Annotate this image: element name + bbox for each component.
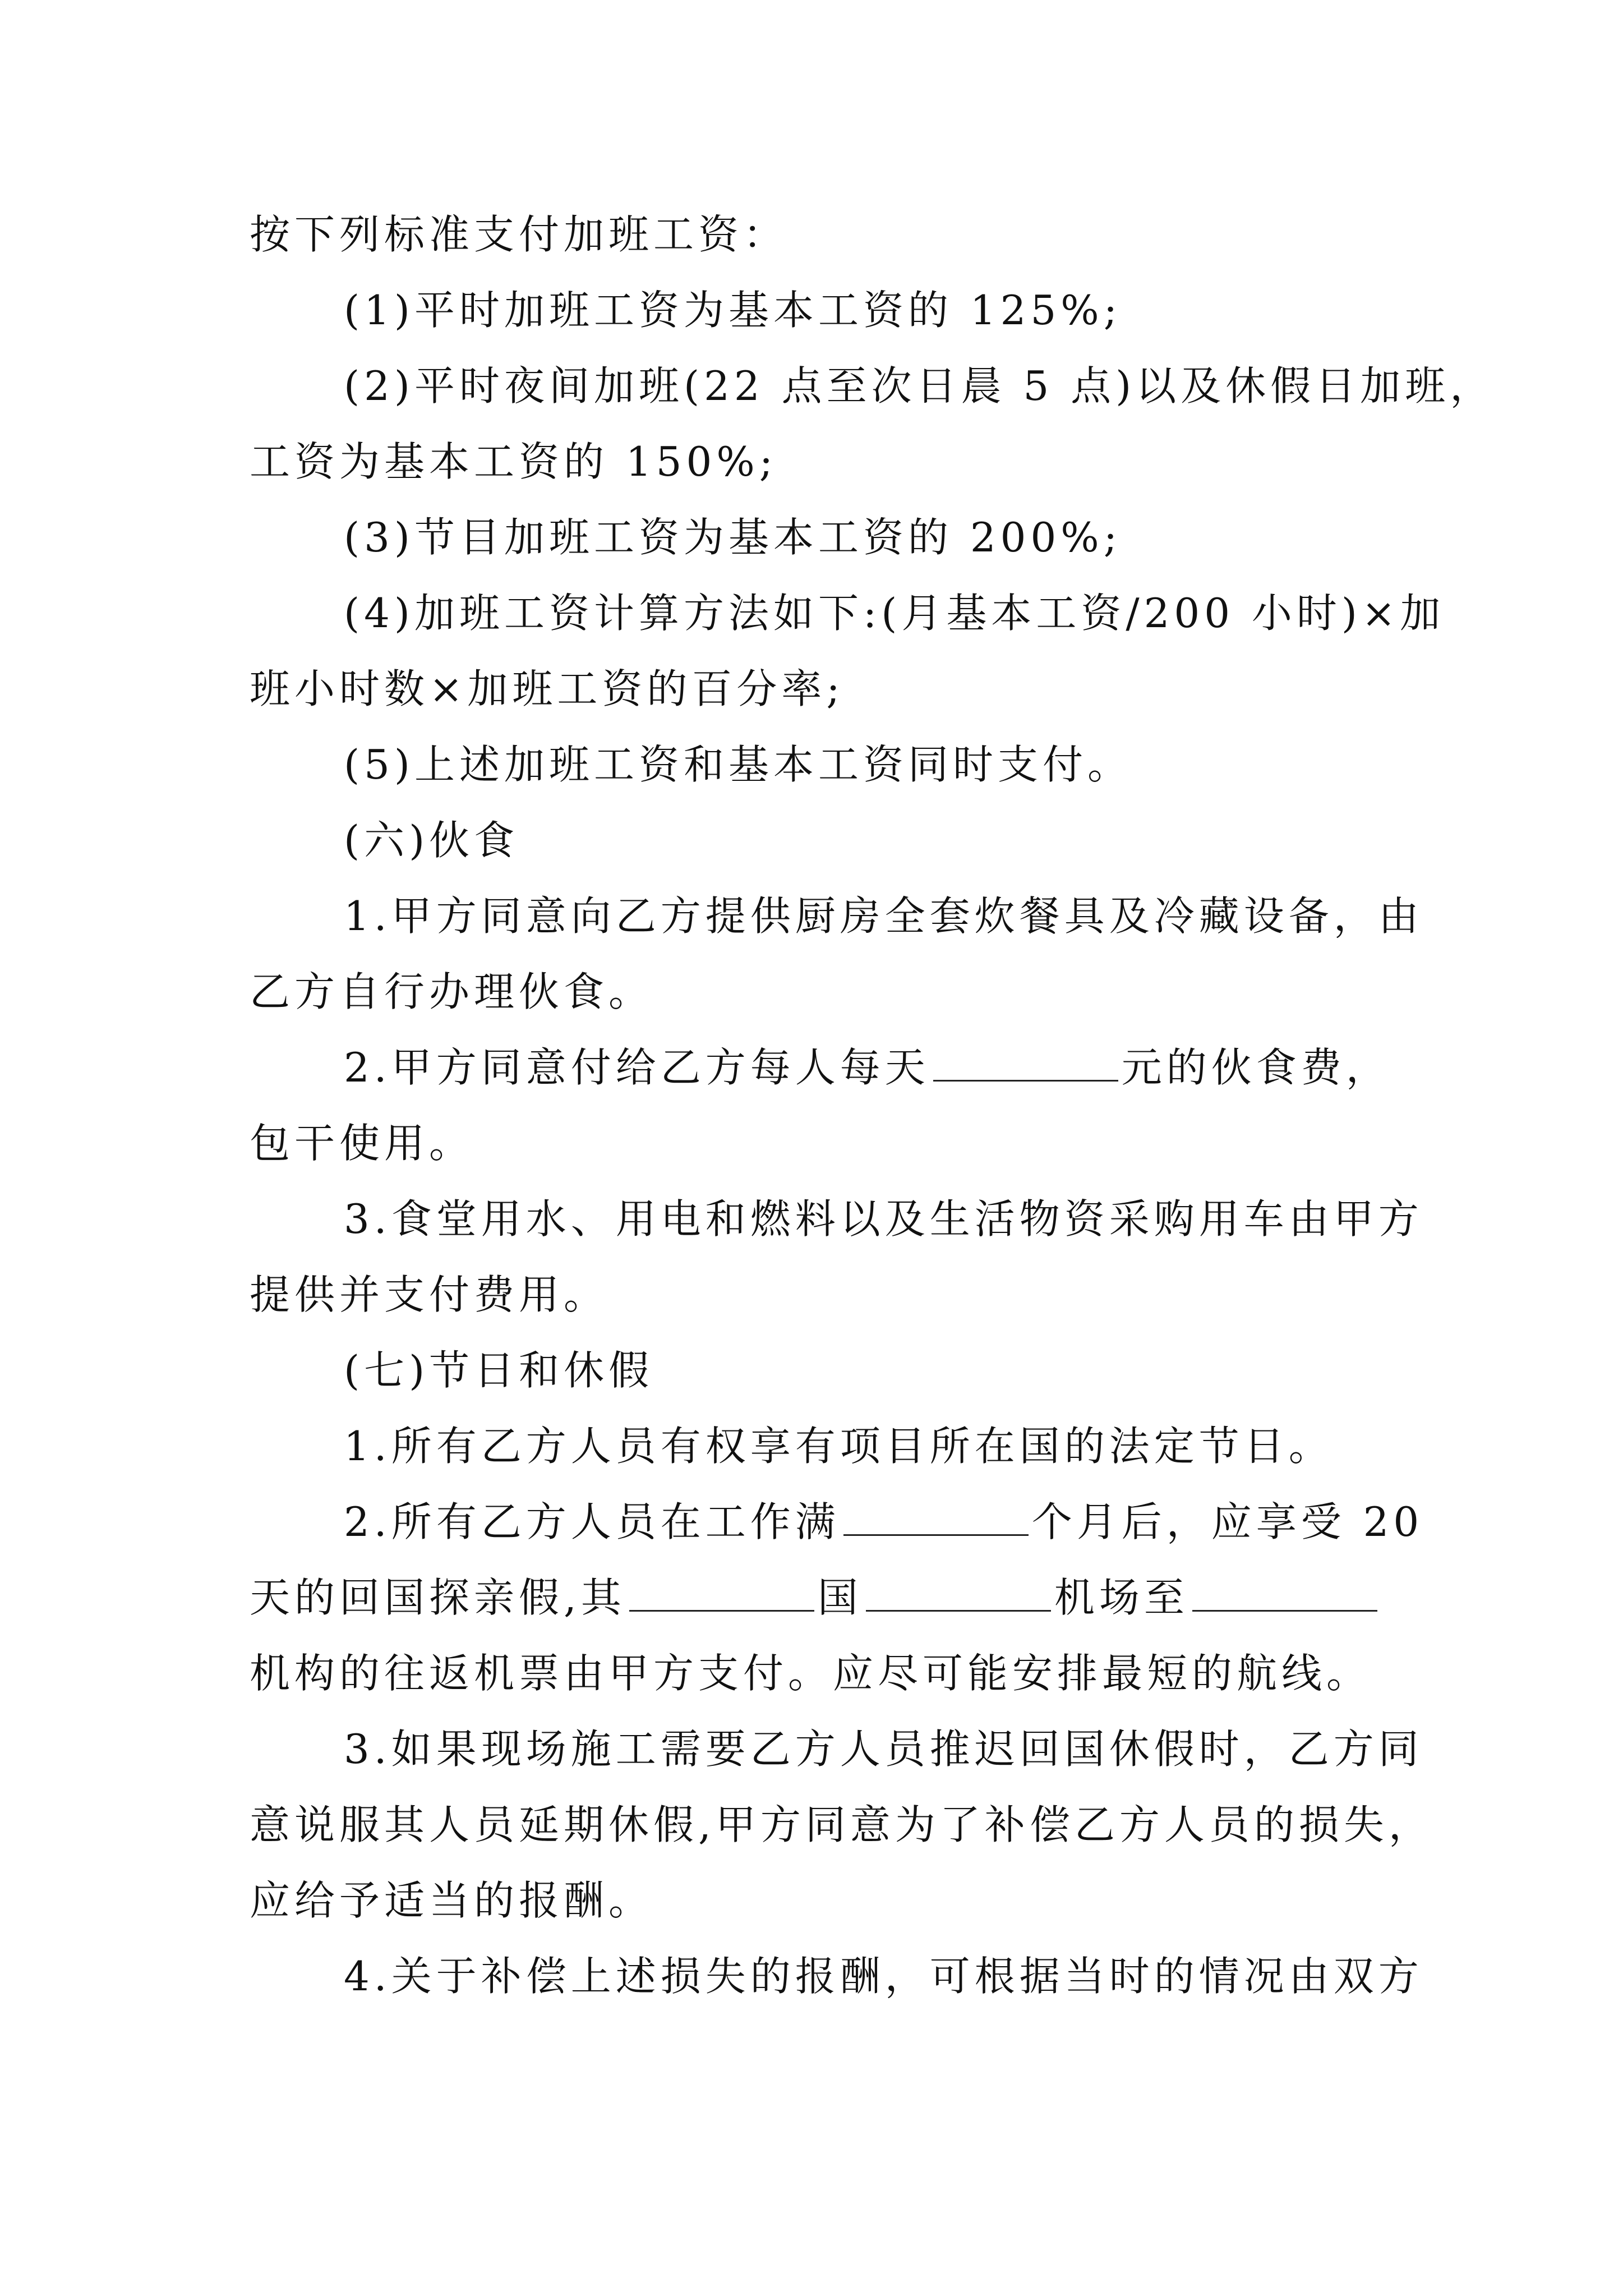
paragraph-line [344,1722,1423,1776]
text-run: 个月后，应享受 20 [1031,1498,1424,1545]
paragraph-line [250,662,845,716]
text-run: 天的回国探亲假,其 [250,1574,626,1621]
text-run: 元的伙食费， [1121,1044,1391,1091]
paragraph-line [344,1495,1423,1549]
section-heading [344,1343,653,1397]
text-run: (3)节目加班工资为基本工资的 200%; [344,514,1122,561]
paragraph-line [344,283,1122,337]
section-heading [344,813,519,867]
paragraph-line [344,889,1423,943]
text-run: 乙方自行办理伙食。 [250,968,654,1015]
text-run: (六)伙食 [344,817,519,864]
fill-in-blank [866,1571,1051,1612]
paragraph-line [250,1646,1371,1700]
text-run: (2)平时夜间加班(22 点至次日晨 5 点)以及休假日加班， [344,362,1495,409]
text-run: 3.食堂用水、用电和燃料以及生活物资采购用车由甲方 [344,1195,1423,1243]
text-run: 班小时数×加班工资的百分率; [250,665,845,712]
fill-in-blank [1192,1571,1377,1612]
text-run: 2.所有乙方人员在工作满 [344,1498,840,1545]
text-run: 2.甲方同意付给乙方每人每天 [344,1044,930,1091]
paragraph-line [344,1949,1423,2003]
text-run: 国 [817,1574,863,1621]
paragraph-line [344,359,1495,413]
paragraph-line [250,1798,1433,1852]
text-run: 提供并支付费用。 [250,1271,609,1318]
text-run: (七)节日和休假 [344,1347,654,1394]
paragraph-line [344,510,1122,564]
text-run: (4)加班工资计算方法如下:(月基本工资/200 小时)×加 [344,590,1445,637]
text-run: 工资为基本工资的 150%; [250,438,777,485]
paragraph-line [250,1571,1381,1625]
text-run: 4.关于补偿上述损失的报酬，可根据当时的情况由双方 [344,1953,1423,2000]
paragraph-line [344,1192,1423,1246]
fill-in-blank [629,1571,814,1612]
text-run: (5)上述加班工资和基本工资同时支付。 [344,741,1132,788]
paragraph-line [344,738,1132,792]
text-run: 1.所有乙方人员有权享有项目所在国的法定节日。 [344,1423,1334,1470]
text-run: 包干使用。 [250,1120,474,1167]
text-run: 1.甲方同意向乙方提供厨房全套炊餐具及冷藏设备，由 [344,892,1423,940]
paragraph-line [344,586,1445,640]
paragraph-line [344,1419,1334,1473]
text-run: 3.如果现场施工需要乙方人员推迟回国休假时，乙方同 [344,1726,1423,1773]
text-run: 按下列标准支付加班工资： [250,211,789,258]
paragraph-line [250,965,653,1019]
paragraph-line [250,1268,608,1322]
text-run: 应给予适当的报酬。 [250,1877,654,1924]
fill-in-blank [843,1495,1029,1536]
paragraph-line [250,435,777,489]
fill-in-blank [933,1041,1118,1082]
paragraph-line [250,1116,474,1170]
text-run: 意说服其人员延期休假,甲方同意为了补偿乙方人员的损失， [250,1801,1433,1848]
paragraph-line [344,1041,1391,1094]
paragraph-line [250,1874,653,1927]
text-run: (1)平时加班工资为基本工资的 125%; [344,287,1122,334]
text-run: 机构的往返机票由甲方支付。应尽可能安排最短的航线。 [250,1650,1372,1697]
text-run: 机场至 [1054,1574,1189,1621]
paragraph-line [250,208,788,261]
